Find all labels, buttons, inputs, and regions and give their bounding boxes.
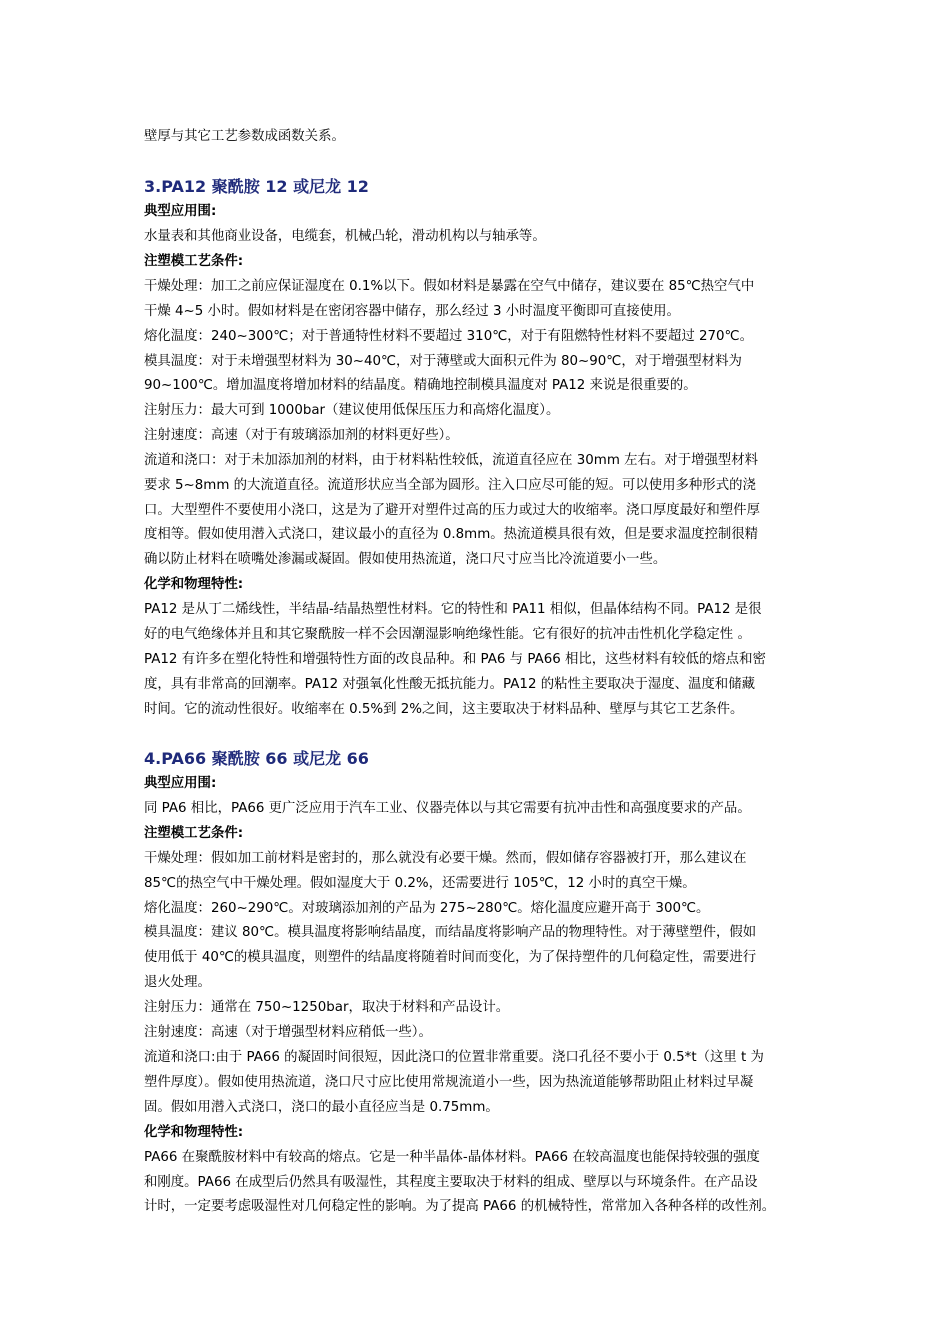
s3-process-line: 注射压力：最大可到 1000bar（建议使用低保压压力和高熔化温度）。 [144,403,560,418]
s4-process-line: 模具温度：建议 80℃。模具温度将影响结晶度，而结晶度将影响产品的物理特性。对于薄壁塑件，假如 [144,925,757,940]
s3-process-line: 确以防止材料在喷嘴处渗漏或凝固。假如使用热流道，浇口尺寸应当比冷流道要小一些。 [144,552,667,567]
s4-chem-line: PA66 在聚酰胺材料中有较高的熔点。它是一种半晶体-晶体材料。PA66 在较高温度也能保持较强的强度 [144,1150,760,1165]
s3-chem-line: PA12 是从丁二烯线性，半结晶-结晶热塑性材料。它的特性和 PA11 相似，但晶体结构不同。PA12 是很 [144,602,762,617]
section-3-title: 3.PA12 聚酰胺 12 或尼龙 12 [144,177,369,196]
s4-chem-line: 和刚度。PA66 在成型后仍然具有吸湿性，其程度主要取决于材料的组成、壁厚以与环境条件。在产品设 [144,1175,758,1190]
s3-chem-line: 度，具有非常高的回潮率。PA12 对强氧化性酸无抵抗能力。PA12 的粘性主要取决于湿度、温度和储藏 [144,677,755,692]
s3-process-line: 注射速度：高速（对于有玻璃添加剂的材料更好些）。 [144,428,459,443]
s3-process-line: 熔化温度：240~300℃；对于普通特性材料不要超过 310℃，对于有阻燃特性材料不要超过 270℃。 [144,329,753,344]
s3-process-line: 90~100℃。增加温度将增加材料的结晶度。精确地控制模具温度对 PA12 来说是很重要的。 [144,378,697,393]
s4-process-line: 干燥处理：假如加工前材料是密封的，那么就没有必要干燥。然而，假如储存容器被打开，那么建议在 [144,851,747,866]
s3-process-line: 流道和浇口：对于未加添加剂的材料，由于材料粘性较低，流道直径应在 30mm 左右。对于增强型材料 [144,453,759,468]
s4-process-line: 流道和浇口:由于 PA66 的凝固时间很短，因此浇口的位置非常重要。浇口孔径不要小于 0.5*t（这里 t 为 [144,1050,764,1065]
s3-application-label: 典型应用围: [144,204,217,219]
s3-process-label: 注塑模工艺条件: [144,254,244,269]
s3-process-line: 口。大型塑件不要使用小浇口，这是为了避开对塑件过高的压力或过大的收缩率。浇口厚度最好和塑件厚 [144,503,760,518]
s4-application-label: 典型应用围: [144,776,217,791]
s4-process-line: 注射压力：通常在 750~1250bar，取决于材料和产品设计。 [144,1000,510,1015]
s3-chem-line: 时间。它的流动性很好。收缩率在 0.5%到 2%之间，这主要取决于材料品种、壁厚与其它工艺条件。 [144,702,744,717]
s4-chem-line: 计时，一定要考虑吸湿性对几何稳定性的影响。为了提高 PA66 的机械特性，常常加入各种各样的改性剂。 [144,1199,776,1214]
s3-process-line: 模具温度：对于未增强型材料为 30~40℃，对于薄壁或大面积元件为 80~90℃，对于增强型材料为 [144,354,742,369]
s3-application-text: 水量表和其他商业设备，电缆套，机械凸轮，滑动机构以与轴承等。 [144,229,546,244]
s4-process-line: 使用低于 40℃的模具温度，则塑件的结晶度将随着时间而变化，为了保持塑件的几何稳定性，需要进行 [144,950,757,965]
section-4-title: 4.PA66 聚酰胺 66 或尼龙 66 [144,749,369,768]
s4-process-line: 熔化温度：260~290℃。对玻璃添加剂的产品为 275~280℃。熔化温度应避开高于 300℃。 [144,901,710,916]
s3-process-line: 干燥 4~5 小时。假如材料是在密闭容器中储存，那么经过 3 小时温度平衡即可直接使用。 [144,304,680,319]
s4-process-line: 固。假如用潜入式浇口，浇口的最小直径应当是 0.75mm。 [144,1100,499,1115]
s3-chem-line: 好的电气绝缘体并且和其它聚酰胺一样不会因潮湿影响绝缘性能。它有很好的抗冲击性机化学稳定性 。 [144,627,751,642]
s4-application-text: 同 PA6 相比，PA66 更广泛应用于汽车工业、仪器壳体以与其它需要有抗冲击性和高强度要求的产品。 [144,801,751,816]
s3-chem-label: 化学和物理特性: [144,577,244,592]
intro-text: 壁厚与其它工艺参数成函数关系。 [144,129,345,144]
s4-process-line: 退火处理。 [144,975,211,990]
s3-chem-line: PA12 有许多在塑化特性和增强特性方面的改良品种。和 PA6 与 PA66 相比，这些材料有较低的熔点和密 [144,652,766,667]
s4-chem-label: 化学和物理特性: [144,1125,244,1140]
s4-process-line: 85℃的热空气中干燥处理。假如湿度大于 0.2%，还需要进行 105℃，12 小时的真空干燥。 [144,876,696,891]
s3-process-line: 度相等。假如使用潜入式浇口，建议最小的直径为 0.8mm。热流道模具很有效，但是要求温度控制很精 [144,527,759,542]
s4-process-line: 注射速度：高速（对于增强型材料应稍低一些）。 [144,1025,432,1040]
s4-process-line: 塑件厚度）。假如使用热流道，浇口尺寸应比使用常规流道小一些，因为热流道能够帮助阻止材料过早凝 [144,1075,754,1090]
s3-process-line: 要求 5~8mm 的大流道直径。流道形状应当全部为圆形。注入口应尽可能的短。可以使用多种形式的浇 [144,478,756,493]
s4-process-label: 注塑模工艺条件: [144,826,244,841]
s3-process-line: 干燥处理：加工之前应保证湿度在 0.1%以下。假如材料是暴露在空气中储存，建议要在 85℃热空气中 [144,279,755,294]
